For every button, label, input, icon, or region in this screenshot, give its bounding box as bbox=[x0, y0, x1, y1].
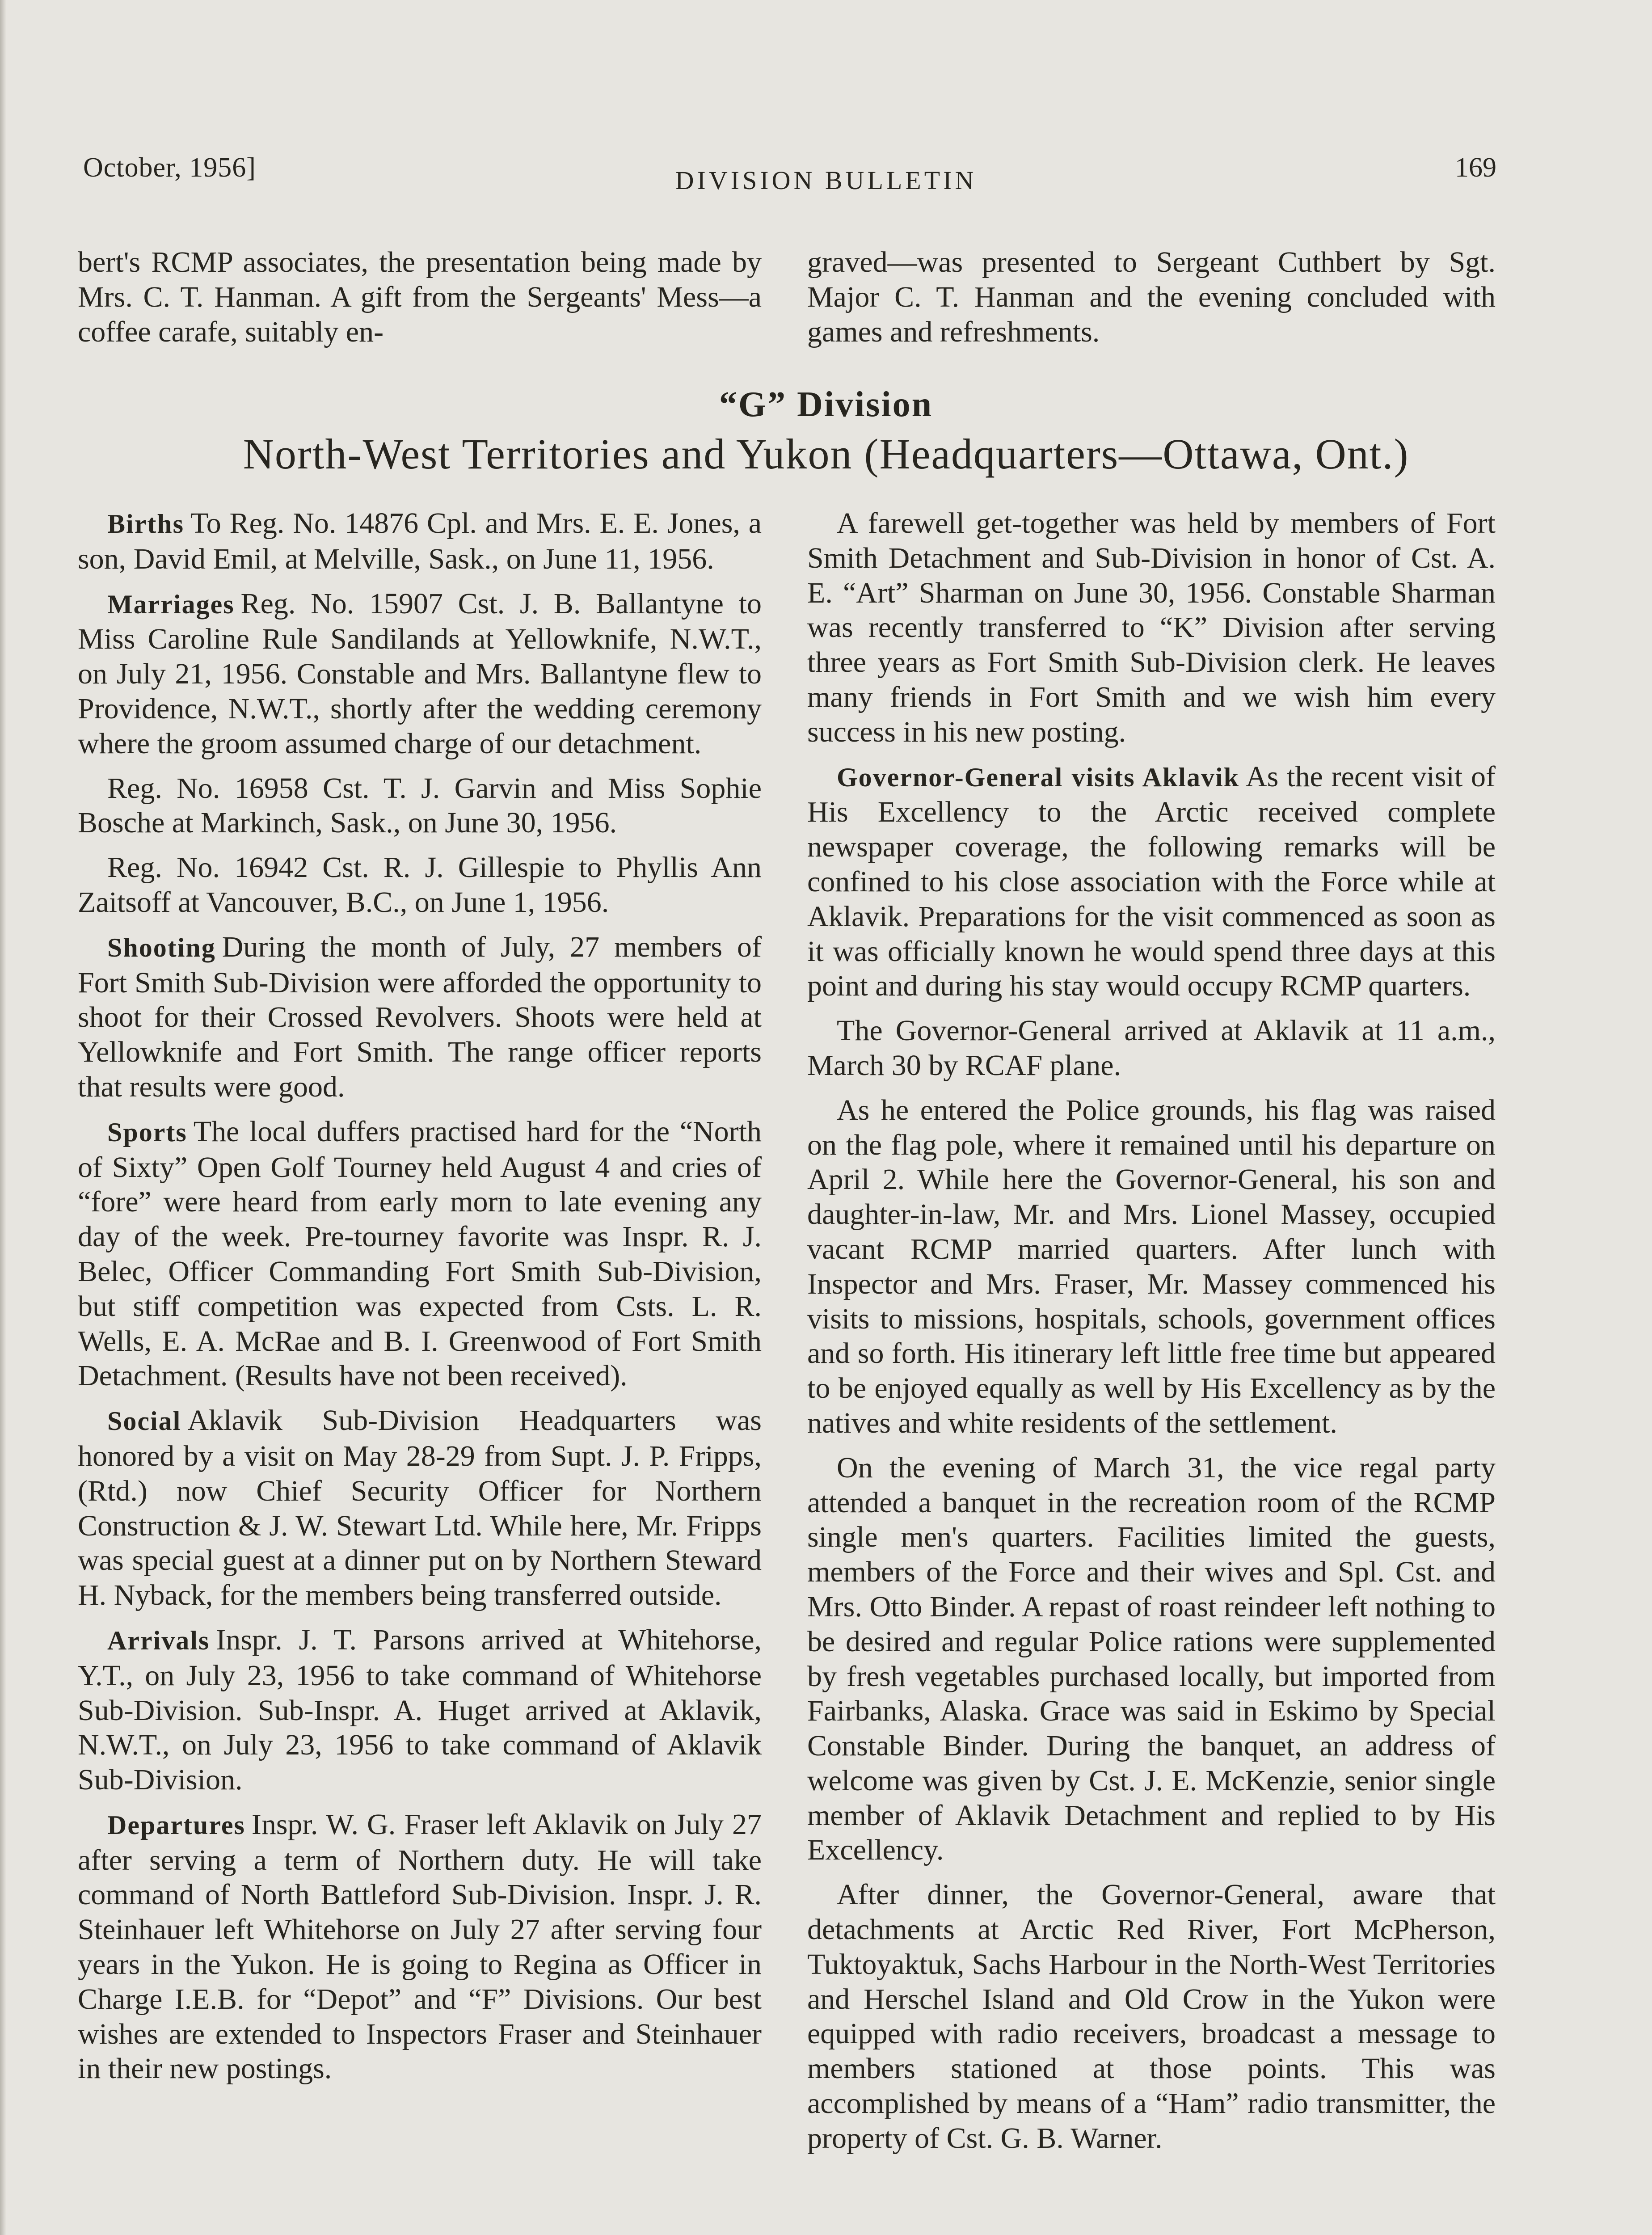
item-heading: Departures bbox=[107, 1810, 245, 1840]
item-text: Reg. No. 15907 Cst. J. B. Ballantyne to Miss Caroline Rule Sandilands at Yellowknife, N.W.T., on July 21, 1956. Constable and Mrs. Ballantyne flew to Providence, N.W.T., shortly after the wedding ceremony where the groom assumed charge of our detachment. bbox=[78, 587, 762, 760]
news-item bbox=[78, 771, 762, 841]
running-head bbox=[0, 152, 1652, 206]
issue-date: October, 1956] bbox=[83, 152, 256, 183]
news-item bbox=[78, 930, 762, 1105]
item-text: To Reg. No. 14876 Cpl. and Mrs. E. E. Jones, a son, David Emil, at Melville, Sask., on June 11, 1956. bbox=[78, 507, 762, 575]
news-item bbox=[78, 1114, 762, 1393]
news-item bbox=[78, 1403, 762, 1613]
item-text: As he entered the Police grounds, his flag was raised on the flag pole, where it remained until his departure on April 2. While here the Governor-General, his son and daughter-in-law, Mr. and Mrs. Lionel Massey, occupied vacant RCMP married quarters. After lunch with Inspector and Mrs. Fraser, Mr. Massey commenced his visits to missions, hospitals, schools, government offices and so forth. His itinerary left little free time but appeared to be enjoyed equally as well by His Excellency as by the natives and white residents of the settlement. bbox=[807, 1093, 1496, 1439]
publication-title: DIVISION BULLETIN bbox=[675, 166, 977, 195]
binding-edge bbox=[0, 0, 6, 2235]
news-item bbox=[807, 1013, 1496, 1083]
item-heading: Sports bbox=[107, 1117, 187, 1147]
news-item bbox=[807, 1093, 1496, 1441]
item-heading: Births bbox=[107, 509, 185, 539]
news-item bbox=[807, 506, 1496, 750]
continued-text-right bbox=[807, 245, 1496, 359]
item-text: As the recent visit of His Excellency to the Arctic received complete newspaper coverage, the following remarks will be confined to his close association with the Force while at Aklavik. Preparations for the visit commenced as soon as it was officially known he would spend three days at this point and during his stay would occupy RCMP quarters. bbox=[807, 760, 1496, 1003]
item-heading: Shooting bbox=[107, 932, 216, 962]
item-text: During the month of July, 27 members of Fort Smith Sub-Division were afforded the opportunity to shoot for their Crossed Revolvers. Shoots were held at Yellowknife and Fort Smith. The range officer reports that results were good. bbox=[78, 930, 762, 1103]
news-item bbox=[78, 1623, 762, 1797]
item-heading: Social bbox=[107, 1406, 181, 1436]
item-heading: Marriages bbox=[107, 589, 235, 619]
item-text: A farewell get-together was held by members of Fort Smith Detachment and Sub-Division in honor of Cst. A. E. “Art” Sharman on June 30, 1956. Constable Sharman was recently transferred to “K” Division after serving three years as Fort Smith Sub-Division clerk. He leaves many friends in Fort Smith and we wish him every success in his new posting. bbox=[807, 507, 1496, 748]
item-heading: Governor-General visits Aklavik bbox=[837, 762, 1239, 792]
division-subtitle: North-West Territories and Yukon (Headquarters—Ottawa, Ont.) bbox=[243, 430, 1409, 478]
paragraph: graved—was presented to Sergeant Cuthbert by Sgt. Major C. T. Hanman and the evening concluded with games and refreshments. bbox=[807, 246, 1496, 348]
continued-text-left bbox=[78, 245, 762, 359]
item-text: The Governor-General arrived at Aklavik at 11 a.m., March 30 by RCAF plane. bbox=[807, 1014, 1496, 1082]
item-heading: Arrivals bbox=[107, 1625, 210, 1655]
news-item bbox=[807, 1877, 1496, 2155]
news-item bbox=[78, 850, 762, 920]
item-text: Aklavik Sub-Division Headquarters was honored by a visit on May 28-29 from Supt. J. P. Fripps, (Rtd.) now Chief Security Officer for Northern Construction & J. W. Stewart Ltd. While here, Mr. Fripps was special guest at a dinner put on by Northern Steward H. Nyback, for the members being transferred outside. bbox=[78, 1404, 762, 1612]
right-column bbox=[807, 506, 1496, 2166]
item-text: Reg. No. 16942 Cst. R. J. Gillespie to Phyllis Ann Zaitsoff at Vancouver, B.C., on June 1, 1956. bbox=[78, 851, 762, 919]
news-item bbox=[78, 586, 762, 761]
item-text: Inspr. W. G. Fraser left Aklavik on July 27 after serving a term of Northern duty. He will take command of North Battleford Sub-Division. Inspr. J. R. Steinhauer left Whitehorse on July 27 after serving four years in the Yukon. He is going to Regina as Officer in Charge I.E.B. for “Depot” and “F” Divisions. Our best wishes are extended to Inspectors Fraser and Steinhauer in their new postings. bbox=[78, 1808, 762, 2085]
item-text: The local duffers practised hard for the “North of Sixty” Open Golf Tourney held August 4 and cries of “fore” were heard from early morn to late evening any day of the week. Pre-tourney favorite was Inspr. R. J. Belec, Officer Commanding Fort Smith Sub-Division, but stiff competition was expected from Csts. L. R. Wells, E. A. McRae and B. I. Greenwood of Fort Smith Detachment. (Results have not been received). bbox=[78, 1115, 762, 1392]
page-number: 169 bbox=[1455, 152, 1496, 183]
news-item bbox=[78, 506, 762, 577]
division-title: “G” Division bbox=[719, 385, 933, 424]
item-text: After dinner, the Governor-General, aware that detachments at Arctic Red River, Fort McPherson, Tuktoyaktuk, Sachs Harbour in the North-West Territories and Herschel Island and Old Crow in the Yukon were equipped with radio receivers, broadcast a message to members stationed at those points. This was accomplished by means of a “Ham” radio transmitter, the property of Cst. G. B. Warner. bbox=[807, 1878, 1496, 2155]
item-text: Inspr. J. T. Parsons arrived at Whitehorse, Y.T., on July 23, 1956 to take command of Whitehorse Sub-Division. Sub-Inspr. A. Huget arrived at Aklavik, N.W.T., on July 23, 1956 to take command of Aklavik Sub-Division. bbox=[78, 1623, 762, 1796]
left-column bbox=[78, 506, 762, 2096]
news-item bbox=[78, 1807, 762, 2086]
paragraph: bert's RCMP associates, the presentation being made by Mrs. C. T. Hanman. A gift from the Sergeants' Mess—a coffee carafe, suitably en- bbox=[78, 246, 762, 348]
item-text: Reg. No. 16958 Cst. T. J. Garvin and Miss Sophie Bosche at Markinch, Sask., on June 30, 1956. bbox=[78, 772, 762, 839]
news-item bbox=[807, 1451, 1496, 1868]
item-text: On the evening of March 31, the vice regal party attended a banquet in the recreation room of the RCMP single men's quarters. Facilities limited the guests, members of the Force and their wives and Spl. Cst. and Mrs. Otto Binder. A repast of roast reindeer left nothing to be desired and regular Police rations were supplemented by fresh vegetables purchased locally, but imported from Fairbanks, Alaska. Grace was said in Eskimo by Special Constable Binder. During the banquet, an address of welcome was given by Cst. J. E. McKenzie, senior single member of Aklavik Detachment and replied to by His Excellency. bbox=[807, 1451, 1496, 1867]
news-item bbox=[807, 759, 1496, 1004]
